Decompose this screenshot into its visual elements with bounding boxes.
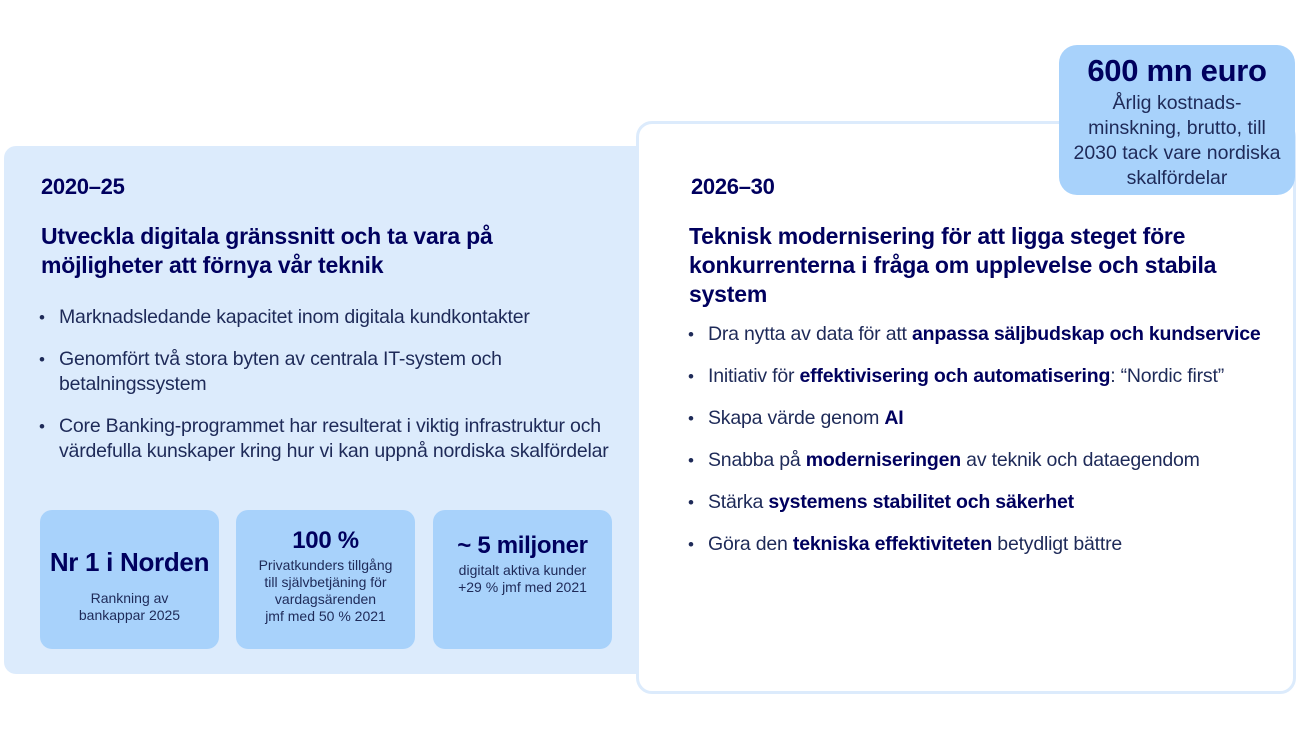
stat-title: 100 %: [292, 527, 359, 554]
stat-desc: digitalt aktiva kunder +29 % jmf med 2021: [458, 562, 587, 595]
stat-box-digital-customers: [433, 510, 612, 649]
right-bullet: • Skapa värde genom AI: [688, 406, 1283, 431]
stat-desc: Privatkunders tillgång till självbetjäning för vardagsärenden jmf med 50 % 2021: [258, 557, 393, 624]
left-heading: Utveckla digitala gränssnitt och ta vara på möjligheter att förnya vår teknik: [41, 223, 493, 278]
right-bullet: • Göra den tekniska effektiviteten betydligt bättre: [688, 532, 1283, 557]
stat-desc: Rankning av bankappar 2025: [78, 590, 181, 623]
right-period: 2026–30: [691, 174, 775, 199]
stat-title: ~ 5 miljoner: [457, 532, 588, 559]
right-bullet-list: [688, 322, 1283, 574]
left-bullet: • Core Banking-programmet har resulterat i viktig infrastruktur och värdefulla kunskaper kring hur vi kan uppnå nordiska skalfördelar: [39, 414, 619, 464]
left-bullet: • Genomfört två stora byten av centrala IT-system och betalningssystem: [39, 347, 619, 397]
left-bullet-list: [39, 305, 619, 481]
right-bullet: • Dra nytta av data för att anpassa säljbudskap och kundservice: [688, 322, 1283, 347]
cost-savings-badge: [1059, 45, 1295, 195]
right-bullet: • Stärka systemens stabilitet och säkerhet: [688, 490, 1283, 515]
stat-box-ranking: [40, 510, 219, 649]
badge-desc: Årlig kostnads- minskning, brutto, till 2030 tack vare nordiska skalfördelar: [1073, 92, 1281, 189]
stat-box-selfservice: [236, 510, 415, 649]
left-period: 2020–25: [41, 174, 125, 199]
badge-title: 600 mn euro: [1087, 53, 1267, 88]
right-heading: Teknisk modernisering för att ligga steget före konkurrenterna i fråga om upplevelse och stabila system: [689, 223, 1217, 307]
stat-title: Nr 1 i Norden: [49, 547, 210, 577]
right-bullet: • Snabba på moderniseringen av teknik och dataegendom: [688, 448, 1283, 473]
left-bullet: • Marknadsledande kapacitet inom digitala kundkontakter: [39, 305, 619, 330]
right-bullet: • Initiativ för effektivisering och automatisering: “Nordic first”: [688, 364, 1283, 389]
